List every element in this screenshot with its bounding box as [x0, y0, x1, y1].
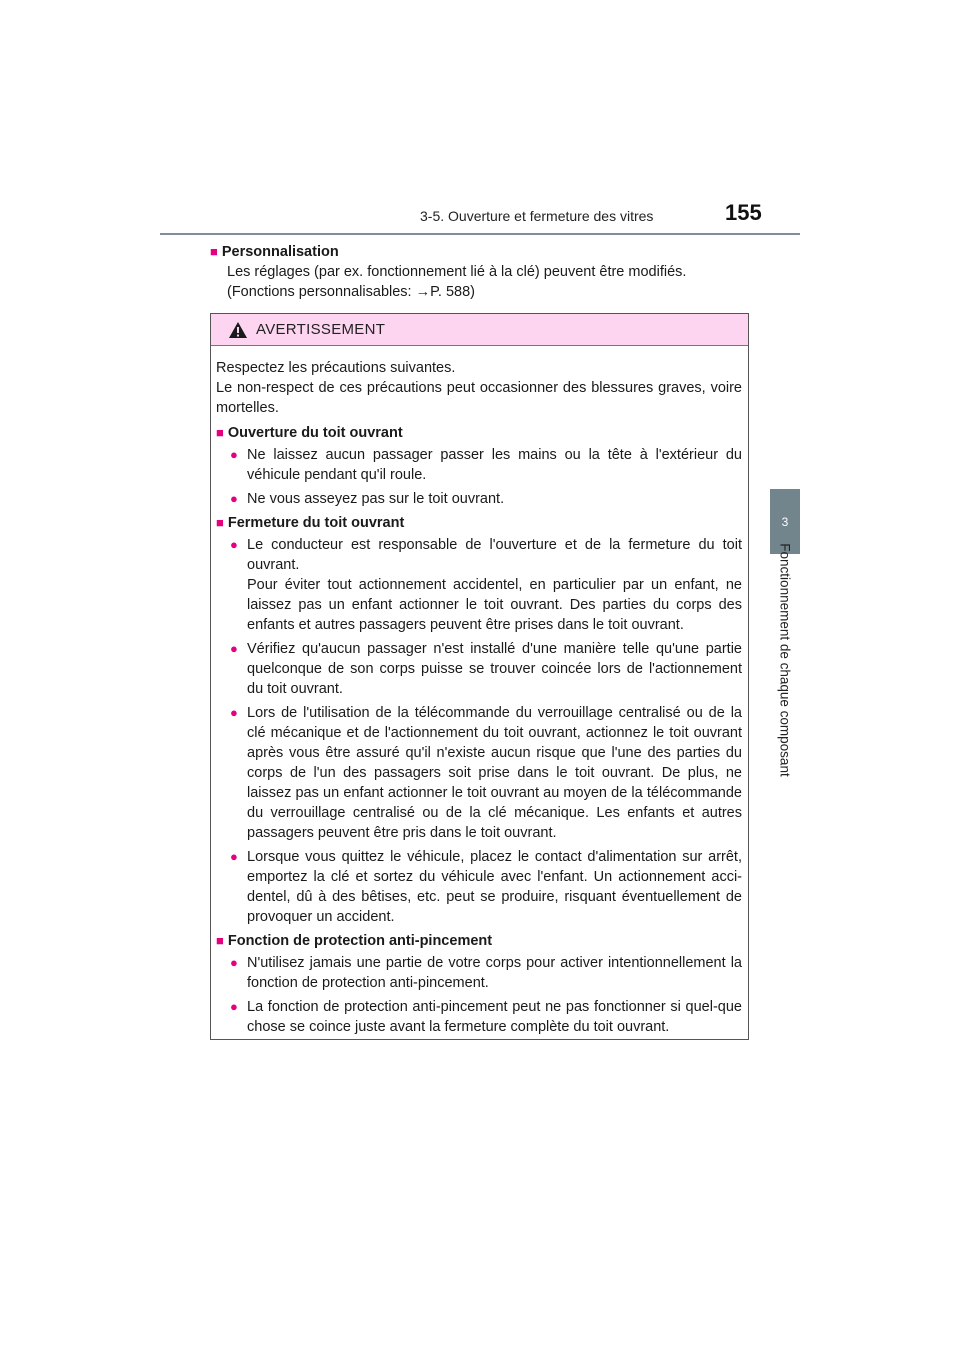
list-item — [216, 489, 742, 509]
list-item-text: Pour éviter tout actionnement accidentel, en particulier par un enfant, ne laissez pas un enfant actionner le toit ouvrant. Des parties du corps des enfants et autres passagers peuvent être prises dans le toit ouvrant. — [247, 577, 742, 633]
warning-title: AVERTISSEMENT — [256, 321, 386, 338]
square-bullet-icon: ■ — [216, 515, 224, 530]
list-item-text: Lorsque vous quittez le véhicule, placez le contact d'alimentation sur arrêt, emportez la clé et sortez du véhicule avec l'enfant. Un actionnement acci-dentel, dû à des bêtises, etc. peut se produire, risquant éventuellement de provoquer un accident. — [247, 849, 742, 925]
personnalisation-section — [210, 242, 750, 302]
list-item-text: La fonction de protection anti-pincement peut ne pas fonctionner si quel-que chose se coince juste avant la fermeture complète du toit ouvrant. — [247, 999, 742, 1035]
square-bullet-icon: ■ — [216, 425, 224, 440]
list-item-continuation — [216, 575, 742, 635]
list-item — [216, 703, 742, 843]
circle-bullet-icon: ● — [230, 491, 238, 506]
personnalisation-line-2: (Fonctions personnalisables: →P. 588) — [227, 284, 475, 300]
personnalisation-heading — [210, 242, 750, 262]
warning-intro-2: Le non-respect de ces précautions peut occasionner des blessures graves, voire mortelles. — [216, 380, 742, 416]
list-item-text: N'utilisez jamais une partie de votre corps pour activer intentionnellement la fonction de protection anti-pincement. — [247, 955, 742, 991]
list-item-text: Ne vous asseyez pas sur le toit ouvrant. — [247, 491, 505, 507]
circle-bullet-icon: ● — [230, 955, 238, 970]
circle-bullet-icon: ● — [230, 447, 238, 462]
list-item — [216, 953, 742, 993]
warning-section-title: Fonction de protection anti-pincement — [227, 933, 493, 949]
warning-header — [211, 314, 748, 346]
circle-bullet-icon: ● — [230, 537, 238, 552]
warning-section-title: Fermeture du toit ouvrant — [227, 515, 405, 531]
circle-bullet-icon: ● — [230, 641, 238, 656]
square-bullet-icon: ■ — [216, 933, 224, 948]
list-item — [216, 997, 742, 1037]
chapter-title: Fonctionnement de chaque composant — [777, 543, 793, 777]
warning-section-heading — [216, 423, 742, 443]
header-rule — [160, 233, 800, 235]
list-item-text: Le conducteur est responsable de l'ouverture et de la fermeture du toit ouvrant. — [247, 537, 742, 573]
personnalisation-title: Personnalisation — [221, 244, 339, 260]
warning-section-title: Ouverture du toit ouvrant — [227, 425, 403, 441]
list-item — [216, 639, 742, 699]
list-item-text: Ne laissez aucun passager passer les mains ou la tête à l'extérieur du véhicule pendant qu'il roule. — [247, 447, 742, 483]
list-item-text: Lors de l'utilisation de la télécommande du verrouillage centralisé ou de la clé mécanique et de l'actionnement du toit ouvrant, actionnez le toit ouvrant après vous être assuré qu'il n'existe aucun risque que l'une des parties du corps de l'un des passagers soit prise dans le toit ouvrant. De plus, ne laissez pas un enfant actionner le toit ouvrant au moyen de la télécommande du verrouillage centralisé ou de la clé mécanique. Les enfants et autres passagers peuvent être pris dans le toit ouvrant. — [247, 705, 742, 841]
warning-triangle-icon — [228, 321, 248, 339]
warning-body — [211, 346, 748, 1037]
circle-bullet-icon: ● — [230, 999, 238, 1014]
chapter-number: 3 — [781, 514, 789, 529]
warning-box — [210, 313, 749, 1040]
circle-bullet-icon: ● — [230, 705, 238, 720]
warning-section-heading — [216, 513, 742, 533]
circle-bullet-icon: ● — [230, 849, 238, 864]
warning-section-heading — [216, 931, 742, 951]
personnalisation-line-1: Les réglages (par ex. fonctionnement lié à la clé) peuvent être modifiés. — [227, 264, 687, 280]
page-number: 155 — [725, 200, 762, 225]
list-item-text: Vérifiez qu'aucun passager n'est installé d'une manière telle qu'une partie quelconque de son corps puisse se trouver coincée lors de l'actionnement du toit ouvrant. — [247, 641, 742, 697]
section-header: 3-5. Ouverture et fermeture des vitres — [420, 208, 654, 224]
list-item — [216, 535, 742, 575]
square-bullet-icon: ■ — [210, 244, 218, 259]
list-item — [216, 847, 742, 927]
list-item — [216, 445, 742, 485]
warning-intro: Respectez les précautions suivantes. — [216, 360, 456, 376]
